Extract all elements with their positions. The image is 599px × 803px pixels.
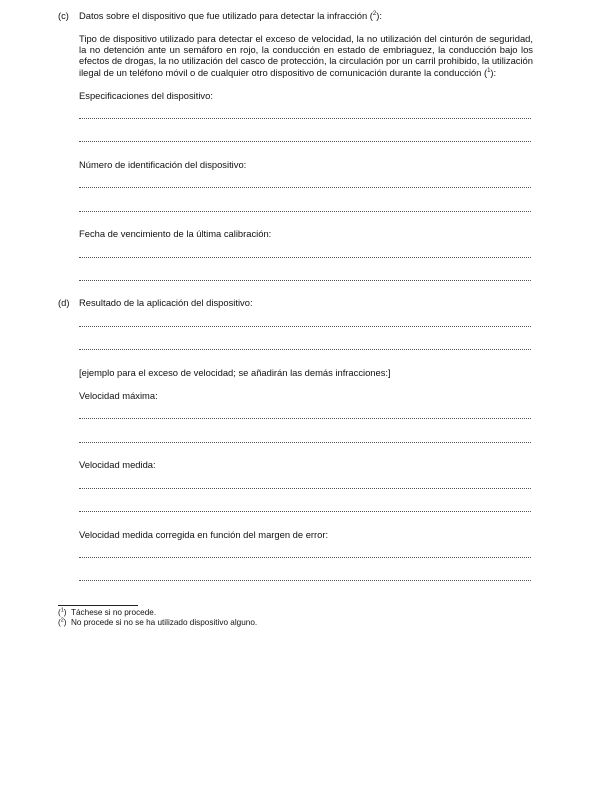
max-speed-line-2[interactable] — [79, 442, 531, 443]
spec-line-1[interactable] — [79, 118, 531, 119]
max-speed-line-1[interactable] — [79, 418, 531, 419]
footnote-separator — [58, 605, 138, 606]
calibration-line-1[interactable] — [79, 257, 531, 258]
max-speed-label: Velocidad máxima: — [79, 390, 158, 401]
id-line-2[interactable] — [79, 211, 531, 212]
result-line-1[interactable] — [79, 326, 531, 327]
calibration-label: Fecha de vencimiento de la última calibración: — [79, 228, 272, 239]
section-c-marker: (c) — [58, 10, 69, 21]
corrected-speed-line-2[interactable] — [79, 580, 531, 581]
calibration-line-2[interactable] — [79, 280, 531, 281]
footnote-ref-2: 2 — [372, 10, 377, 17]
footnote-1: ($^1$) Táchese si no procede. — [58, 607, 157, 617]
id-label: Número de identificación del dispositivo: — [79, 159, 247, 170]
corrected-speed-label: Velocidad medida corregida en función del margen de error: — [79, 529, 329, 540]
measured-speed-line-2[interactable] — [79, 511, 531, 512]
corrected-speed-line-1[interactable] — [79, 557, 531, 558]
id-line-1[interactable] — [79, 187, 531, 188]
measured-speed-line-1[interactable] — [79, 488, 531, 489]
spec-label: Especificaciones del dispositivo: — [79, 90, 213, 101]
result-line-2[interactable] — [79, 349, 531, 350]
device-type-paragraph: Tipo de dispositivo utilizado para detectar el exceso de velocidad, la no utilización del cinturón de seguridad, la no detención ante un semáforo en rojo, la conducción en estado de embriaguez, la conducción bajo los efectos de drogas, la no utilización del casco de protección, la circulación por un carril prohibido, la utilización ilegal de un teléfono móvil o de cualquier otro dispositivo de comunicación durante la conducción ($^1$): — [79, 33, 533, 78]
example-note: [ejemplo para el exceso de velocidad; se añadirán las demás infracciones:] — [79, 367, 391, 378]
spec-line-2[interactable] — [79, 141, 531, 142]
section-c-heading: Datos sobre el dispositivo que fue utilizado para detectar la infracción ($^2$): — [79, 10, 382, 21]
footnote-ref-1: 1 — [487, 67, 491, 74]
measured-speed-label: Velocidad medida: — [79, 459, 156, 470]
section-d-marker: (d) — [58, 297, 70, 308]
footnote-2: ($^2$) No procede si no se ha utilizado dispositivo alguno. — [58, 617, 258, 627]
section-d-heading: Resultado de la aplicación del dispositivo: — [79, 297, 253, 308]
